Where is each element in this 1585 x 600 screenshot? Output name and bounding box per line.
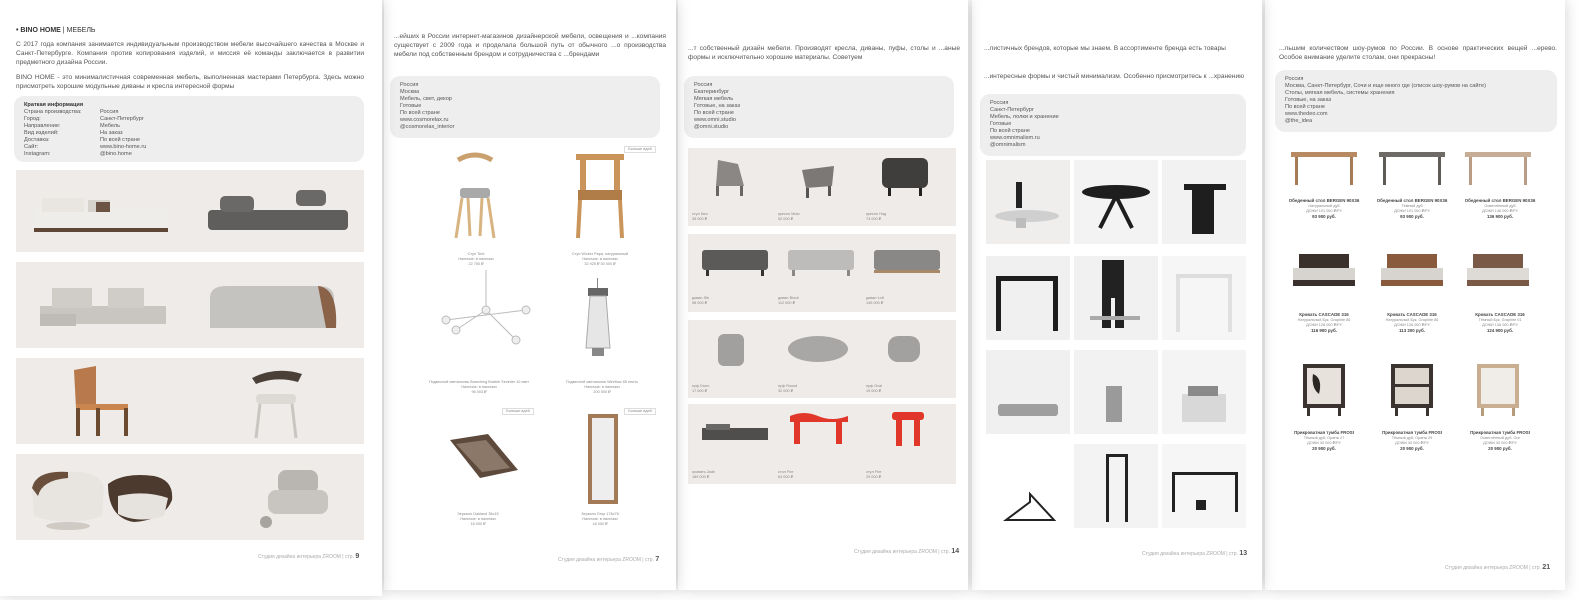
bench-image bbox=[992, 180, 1062, 230]
info-value: Столы, мягкая мебель, системы хранения bbox=[1285, 90, 1395, 96]
info-value: Готовые, на заказ bbox=[694, 103, 741, 109]
bed-image bbox=[1379, 252, 1445, 292]
pouf-image bbox=[716, 330, 746, 370]
info-value: По всей стране bbox=[1285, 104, 1325, 110]
page-paragraph: ...льшим количеством шоу-румов по России. В основе практических вещей ...ерево. Особое внимание уделите столам, они прекрасны! bbox=[1279, 45, 1557, 61]
info-value: @the_idea bbox=[1285, 118, 1313, 124]
info-value: Санкт-Петербург bbox=[990, 107, 1034, 113]
product-caption: стул Neo 35 000 ₽ bbox=[692, 212, 708, 221]
catalog-page-21 bbox=[1265, 0, 1565, 590]
lounge-chair-image bbox=[708, 156, 752, 200]
product-caption: Кровать CASCADE 316 Тёмный Бук, Graphite 01 ДОЖИ 136 000 ₽/РУ 124 900 руб. bbox=[1475, 312, 1525, 333]
info-value: Санкт-Петербург bbox=[100, 116, 144, 122]
catalog-page-9 bbox=[0, 0, 382, 596]
info-box bbox=[1275, 70, 1557, 132]
info-value: Готовые bbox=[400, 103, 422, 109]
info-value: www.bino-home.ru bbox=[100, 144, 147, 150]
mirror-image bbox=[586, 412, 620, 508]
info-value: По всей стране bbox=[990, 128, 1030, 134]
brand-name: • BINO HOME bbox=[16, 27, 61, 34]
pouf-image bbox=[786, 334, 850, 364]
info-value: Россия bbox=[990, 100, 1009, 106]
product-caption: Подвесной светильник Wireflow 65 плить Наличие: в наличии 200 500 ₽ bbox=[565, 380, 639, 394]
product-caption: пуф Drum 17 000 ₽ bbox=[692, 384, 710, 393]
armchair-image bbox=[104, 470, 176, 534]
info-key: Доставка: bbox=[24, 137, 50, 143]
info-box bbox=[684, 76, 954, 138]
page-paragraph: ...интересные формы и чистый минимализм. Особенно присмотритесь к ...хранению bbox=[984, 73, 1245, 80]
intro-paragraph: С 2017 года компания занимается индивидуальным производством мебели высочайшего качества в Москве и Санкт-Петербурге. Компания против копирования изделий, и миссия её команды заключается в развитии предметного дизайна России. bbox=[16, 41, 364, 66]
product-caption: Подвесной светильник Branching Bubble Sevinter 10 свет Наличие: в наличии 96 003 ₽ bbox=[428, 380, 530, 394]
idea-tag: Больше идей bbox=[624, 146, 656, 153]
info-row bbox=[24, 109, 146, 116]
shelf-image bbox=[1172, 270, 1236, 336]
page-footer: Студия дизайна интерьера ZROOM | стр. 14 bbox=[854, 548, 960, 555]
info-value: Россия bbox=[400, 82, 419, 88]
modular-sofa-image bbox=[204, 186, 354, 236]
info-key: Instagram: bbox=[24, 151, 51, 157]
product-caption: Обеденный стол BERGEN 90Х36 Тёмный дуб ДОЖИ 101 000 ₽/РУ 93 900 руб. bbox=[1376, 198, 1448, 219]
storage-box-image bbox=[1178, 384, 1230, 424]
idea-tag: Больше идей bbox=[502, 408, 534, 415]
sofa-image bbox=[872, 244, 942, 278]
product-caption: Обеденный стол BERGEN 90Х36 Натуральный дуб ДОЖИ 101 000 ₽/РУ 93 900 руб. bbox=[1288, 198, 1360, 219]
info-value: На заказ bbox=[100, 130, 123, 136]
corner-sofa-image bbox=[38, 280, 170, 330]
table-image bbox=[1377, 148, 1447, 188]
info-value: @cosmorelax_interior bbox=[400, 124, 455, 130]
modular-sofa-image bbox=[32, 190, 172, 238]
sofa-image bbox=[700, 244, 770, 278]
info-box bbox=[980, 94, 1246, 156]
product-caption: Стул Wicker Papa, натуральный Наличие: в наличии 32 925 ₽ 30 000 ₽ bbox=[571, 252, 629, 266]
product-caption: Кровать CASCADE 316 Натуральный Бук, Graphite 86 ДОЖИ 126 000 ₽/РУ 113 200 руб. bbox=[1385, 312, 1439, 333]
info-box bbox=[14, 96, 364, 162]
armchair-image bbox=[28, 466, 108, 534]
info-key: Вид изделий: bbox=[24, 130, 59, 136]
bed-image bbox=[1465, 252, 1531, 292]
info-value: Мебель bbox=[100, 123, 121, 129]
info-value: Мебель, полки и хранение bbox=[990, 114, 1059, 120]
chair-image bbox=[570, 150, 630, 240]
product-caption: пуф Oval 19 000 ₽ bbox=[866, 384, 882, 393]
bed-image bbox=[700, 420, 770, 450]
table-image bbox=[1080, 182, 1152, 232]
info-value: Мягкая мебель bbox=[694, 96, 734, 102]
hanger-image bbox=[1002, 488, 1058, 528]
sofa-image bbox=[786, 244, 856, 278]
pendant-lamp-image bbox=[580, 278, 616, 368]
product-caption: диван Block 112 000 ₽ bbox=[778, 296, 799, 305]
info-value: @omni.studio bbox=[694, 124, 729, 130]
info-value: Россия bbox=[1285, 76, 1304, 82]
mirror-image bbox=[444, 430, 524, 490]
table-image bbox=[1463, 148, 1533, 188]
page-paragraph: ...т собственный дизайн мебели. Производят кресла, диваны, пуфы, столы и ...аные формы и исключительно хорошие материалы. Советуем bbox=[688, 45, 960, 61]
armchair-image bbox=[796, 160, 840, 200]
info-value: Екатеринбург bbox=[694, 89, 730, 95]
nightstand-image bbox=[1475, 362, 1521, 418]
product-caption: Стул Tent Наличие: в наличии 22 750 ₽ bbox=[458, 252, 494, 266]
pouf-image bbox=[886, 332, 922, 366]
product-caption: Обеденный стол BERGEN 90Х36 Осветлённый дуб ДОЖИ 148 000 ₽/РУ 136 900 руб. bbox=[1464, 198, 1536, 219]
info-value: Мебель, свет, декор bbox=[400, 96, 452, 102]
rack-image bbox=[1170, 466, 1240, 516]
info-key: Страна производства: bbox=[24, 109, 82, 115]
product-caption: диван Loft 145 000 ₽ bbox=[866, 296, 884, 305]
info-value: www.cosmorelax.ru bbox=[400, 117, 449, 123]
nightstand-image bbox=[1301, 362, 1347, 418]
armchair-image bbox=[258, 462, 344, 534]
product-caption: кровать Jade 189 000 ₽ bbox=[692, 470, 715, 479]
armchair-image bbox=[244, 364, 310, 440]
person-image bbox=[1090, 260, 1140, 336]
sofa-image bbox=[206, 282, 340, 338]
info-value: Готовые bbox=[990, 121, 1012, 127]
side-table-image bbox=[1180, 180, 1230, 236]
vase-image bbox=[1102, 380, 1126, 424]
page-footer: Студия дизайна интерьера ZROOM | стр. 13 bbox=[1142, 550, 1248, 557]
product-caption: стол Fire 64 000 ₽ bbox=[778, 470, 794, 479]
brand-category: МЕБЕЛЬ bbox=[66, 27, 96, 34]
info-value: По всей стране bbox=[694, 110, 734, 116]
info-title: Краткая информация bbox=[24, 102, 84, 108]
info-value: @omnimalism bbox=[990, 142, 1026, 148]
catalog-page-14 bbox=[678, 0, 968, 590]
coat-rack-image bbox=[1102, 452, 1132, 524]
info-value: Готовые, на заказ bbox=[1285, 97, 1332, 103]
product-caption: Кровать CASCADE 316 Натуральный Бук, Graphite 86 ДОЖИ 128 000 ₽/РУ 116 900 руб. bbox=[1297, 312, 1351, 333]
info-row bbox=[24, 130, 146, 137]
product-caption: Зеркало Oakland 35х15 Наличие: в наличии 16 000 ₽ bbox=[457, 512, 499, 526]
page-footer: Студия дизайна интерьера ZROOM | стр. 9 bbox=[258, 553, 360, 560]
info-row bbox=[24, 123, 146, 130]
info-value: Россия bbox=[100, 109, 119, 115]
page-footer: Студия дизайна интерьера ZROOM | стр. 21 bbox=[1445, 564, 1551, 571]
info-value: Москва, Санкт-Петербург, Сочи и еще много где (список шоу-румов на сайте) bbox=[1285, 83, 1486, 89]
info-row bbox=[24, 151, 146, 158]
info-value: Москва bbox=[400, 89, 420, 95]
console-image bbox=[992, 272, 1064, 334]
product-caption: Прикроватная тумба FROSI Осветлённый дуб, Ore ДОЖИ 30 000 ₽/РУ 20 900 руб. bbox=[1470, 430, 1530, 451]
wooden-chair-image bbox=[66, 364, 136, 440]
info-value: По всей стране bbox=[400, 110, 440, 116]
product-caption: Прикроватная тумба FROSI Тёмный дуб, Оранж 27 ДОЖИ 30 000 ₽/РУ 20 900 руб. bbox=[1294, 430, 1354, 451]
intro-paragraph: BINO HOME - это минималистичная современная мебель, выполненная мастерами Петербурга. Здесь можно присмотреть хорошие модульные диваны и кресла интересной формы bbox=[16, 74, 364, 90]
product-caption: кресло Hug 74 000 ₽ bbox=[866, 212, 887, 221]
page-paragraph: ...листичных брендов, которые мы знаем. В ассортименте бренда есть товары bbox=[984, 45, 1226, 52]
catalog-page-13 bbox=[972, 0, 1262, 590]
idea-tag: Больше идей bbox=[624, 408, 656, 415]
red-stool-image bbox=[890, 408, 926, 448]
armchair-image bbox=[878, 154, 932, 198]
info-value: www.omni.studio bbox=[694, 117, 736, 123]
info-box bbox=[390, 76, 660, 138]
info-key: Город: bbox=[24, 116, 41, 122]
product-caption: диван Sib 98 000 ₽ bbox=[692, 296, 710, 305]
info-value: www.omnimalism.ru bbox=[990, 135, 1040, 141]
brand-heading bbox=[16, 27, 96, 34]
product-caption: стул Fire 29 000 ₽ bbox=[866, 470, 882, 479]
info-value: @bino.home bbox=[100, 151, 132, 157]
chair-image bbox=[450, 150, 500, 240]
info-value: По всей стране bbox=[100, 137, 140, 143]
page-paragraph: ...ейших в России интернет-магазинов дизайнерской мебели, освещения и ...компания существует с 2009 года и проделала большой путь от обычного ...о производства мебели под собственным брендом и сотрудничества с ...брендами bbox=[394, 33, 666, 58]
red-table-image bbox=[786, 410, 852, 446]
product-caption: Прикроватная тумба FROSI Тёмный дуб, Оранж 29 ДОЖИ 30 000 ₽/РУ 20 900 руб. bbox=[1382, 430, 1442, 451]
info-key: Сайт: bbox=[24, 144, 39, 150]
product-caption: пуф Round 32 000 ₽ bbox=[778, 384, 798, 393]
info-value: Россия bbox=[694, 82, 713, 88]
catalog-page-7 bbox=[384, 0, 676, 590]
info-row bbox=[24, 116, 146, 123]
info-key: Направление: bbox=[24, 123, 61, 129]
info-value: www.thedeo.com bbox=[1285, 111, 1328, 117]
page-footer: Студия дизайна интерьера ZROOM | стр. 7 bbox=[558, 556, 660, 563]
tray-image bbox=[996, 398, 1060, 422]
table-image bbox=[1289, 148, 1359, 188]
brand-separator: | bbox=[60, 27, 67, 34]
nightstand-image bbox=[1389, 362, 1435, 418]
product-caption: Зеркало Drop 178х78 Наличие: в наличии 18 000 ₽ bbox=[581, 512, 619, 526]
chandelier-image bbox=[436, 270, 536, 360]
info-row bbox=[24, 144, 146, 151]
bed-image bbox=[1291, 252, 1357, 292]
info-row bbox=[24, 137, 146, 144]
product-caption: кресло Muto 52 000 ₽ bbox=[778, 212, 800, 221]
